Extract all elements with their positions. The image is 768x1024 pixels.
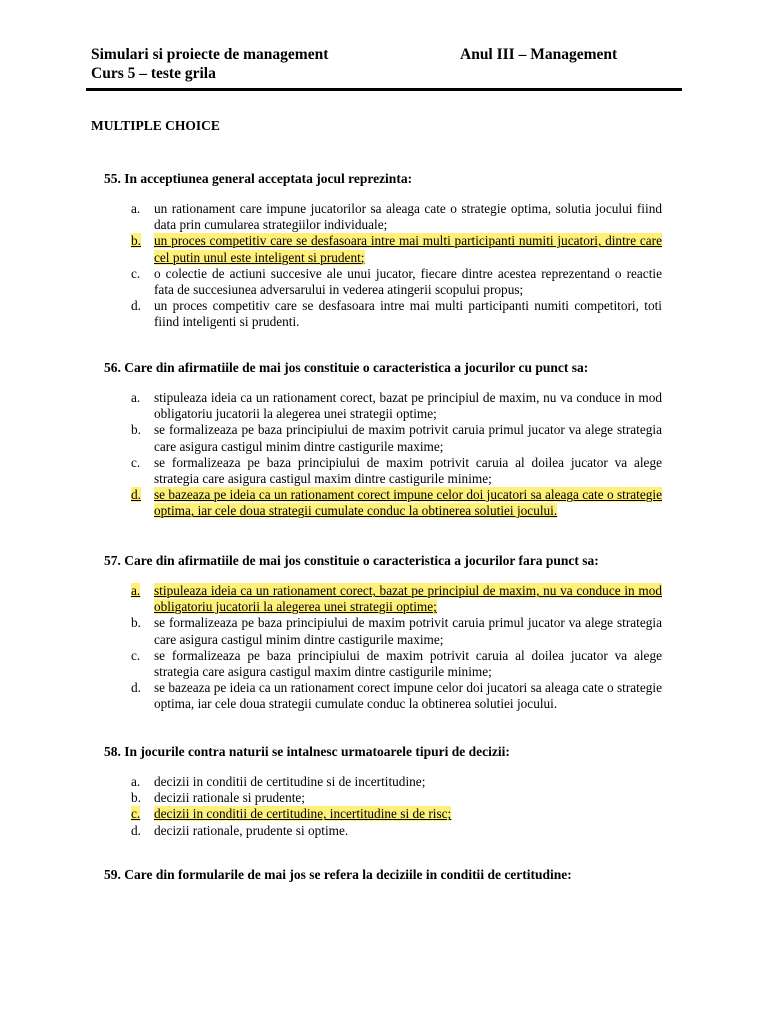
option-letter: d.	[131, 680, 141, 696]
option-b	[104, 422, 664, 454]
question-title	[104, 744, 664, 760]
option-text: decizii in conditii de certitudine si de incertitudine;	[154, 774, 426, 789]
option-text: stipuleaza ideia ca un rationament corect, bazat pe principiul de maxim, nu va conduce in mod obligatoriu jucatorii la alegerea unei strategii optime;	[154, 583, 662, 615]
option-b	[104, 790, 664, 806]
options-list	[104, 201, 664, 331]
option-d	[104, 298, 664, 330]
option-b	[104, 615, 664, 647]
option-b-highlighted	[104, 233, 664, 265]
option-letter: c.	[131, 806, 141, 822]
lecture-label: Curs 5 – teste grila	[91, 65, 216, 82]
question-text: Care din formularile de mai jos se refera la deciziile in conditii de certitudine:	[124, 867, 572, 882]
option-c	[104, 266, 664, 298]
option-letter: c.	[131, 265, 141, 281]
options-list	[104, 583, 664, 713]
option-letter: c.	[131, 454, 141, 470]
year-label: Anul III – Management	[460, 46, 618, 63]
option-d	[104, 680, 664, 712]
option-text: se formalizeaza pe baza principiului de maxim potrivit caruia al doilea jucator va alege strategia care asigura castigul maxim dintre castigurile minime;	[154, 454, 662, 487]
question-number: 58.	[104, 744, 121, 759]
option-letter: b.	[131, 233, 141, 249]
option-a	[104, 201, 664, 233]
option-text: stipuleaza ideia ca un rationament corect, bazat pe principiul de maxim, nu va conduce in mod obligatoriu jucatorii la alegerea unei strategii optime;	[154, 390, 662, 422]
options-list	[104, 390, 664, 520]
option-text: se formalizeaza pe baza principiului de maxim potrivit caruia primul jucator va alege strategia care asigura castigul minim dintre castigurile maxime;	[154, 422, 662, 454]
option-c	[104, 455, 664, 487]
header-divider	[86, 88, 682, 91]
option-text: un proces competitiv care se desfasoara intre mai multi participanti numiti jucatori, dintre care cel putin unul este inteligent si prudent;	[154, 233, 662, 265]
question-number: 57.	[104, 553, 121, 568]
question-title	[104, 867, 664, 883]
option-d-highlighted	[104, 487, 664, 519]
option-letter: a.	[131, 201, 141, 216]
question-number: 55.	[104, 171, 121, 186]
option-letter: a.	[131, 583, 141, 598]
question-text: Care din afirmatiile de mai jos constituie o caracteristica a jocurilor fara punct sa:	[124, 553, 599, 568]
option-letter: a.	[131, 774, 141, 789]
option-text: se bazeaza pe ideia ca un rationament corect impune celor doi jucatori sa aleaga cate o strategie optima, iar cele doua strategii cumulate conduc la obtinerea solutiei jocului.	[154, 487, 662, 519]
option-letter: b.	[131, 615, 141, 631]
option-a-highlighted	[104, 583, 664, 615]
option-letter: b.	[131, 422, 141, 438]
option-letter: d.	[131, 822, 141, 838]
option-letter: c.	[131, 647, 141, 663]
course-title: Simulari si proiecte de management	[91, 46, 329, 63]
option-a	[104, 774, 664, 790]
question-title	[104, 360, 664, 376]
option-letter: d.	[131, 298, 141, 314]
options-list	[104, 774, 664, 839]
option-d	[104, 823, 664, 839]
section-title: MULTIPLE CHOICE	[91, 118, 220, 133]
option-text: un proces competitiv care se desfasoara intre mai multi participanti numiti competitori, toti fiind inteligenti si prudenti.	[154, 298, 662, 330]
question-title	[104, 553, 664, 569]
question-58	[104, 744, 664, 839]
question-text: Care din afirmatiile de mai jos constituie o caracteristica a jocurilor cu punct sa:	[124, 360, 589, 375]
header-row-2	[91, 64, 682, 83]
question-59	[104, 867, 664, 897]
option-text: se formalizeaza pe baza principiului de maxim potrivit caruia al doilea jucator va alege strategia care asigura castigul maxim dintre castigurile minime;	[154, 647, 662, 680]
option-c	[104, 648, 664, 680]
option-text: decizii in conditii de certitudine, incertitudine si de risc;	[154, 806, 452, 822]
option-letter: a.	[131, 390, 141, 405]
header-row	[91, 45, 682, 64]
option-a	[104, 390, 664, 422]
option-text: decizii rationale, prudente si optime.	[154, 822, 349, 838]
option-text: o colectie de actiuni succesive ale unui jucator, fiecare dintre acestea reprezentand o reactie fata de succesiunea adversarului in vederea atingerii scopului propus;	[154, 265, 662, 298]
option-letter: d.	[131, 487, 141, 503]
question-56	[104, 360, 664, 520]
option-c-highlighted	[104, 806, 664, 822]
option-text: se formalizeaza pe baza principiului de maxim potrivit caruia primul jucator va alege strategia care asigura castigul minim dintre castigurile maxime;	[154, 615, 662, 647]
question-57	[104, 553, 664, 713]
option-letter: b.	[131, 790, 141, 806]
question-text: In jocurile contra naturii se intalnesc urmatoarele tipuri de decizii:	[124, 744, 510, 759]
page-header	[91, 45, 682, 83]
question-text: In acceptiunea general acceptata jocul reprezinta:	[124, 171, 413, 186]
option-text: se bazeaza pe ideia ca un rationament corect impune celor doi jucatori sa aleaga cate o strategie optima, iar cele doua strategii cumulate conduc la obtinerea solutiei jocului.	[154, 680, 662, 712]
question-number: 56.	[104, 360, 121, 375]
question-number: 59.	[104, 867, 121, 882]
option-text: un rationament care impune jucatorilor sa aleaga cate o strategie optima, solutia jocului fiind data prin cumularea strategiilor individuale;	[154, 201, 662, 233]
question-title	[104, 171, 664, 187]
question-55	[104, 171, 664, 331]
option-text: decizii rationale si prudente;	[154, 790, 306, 806]
